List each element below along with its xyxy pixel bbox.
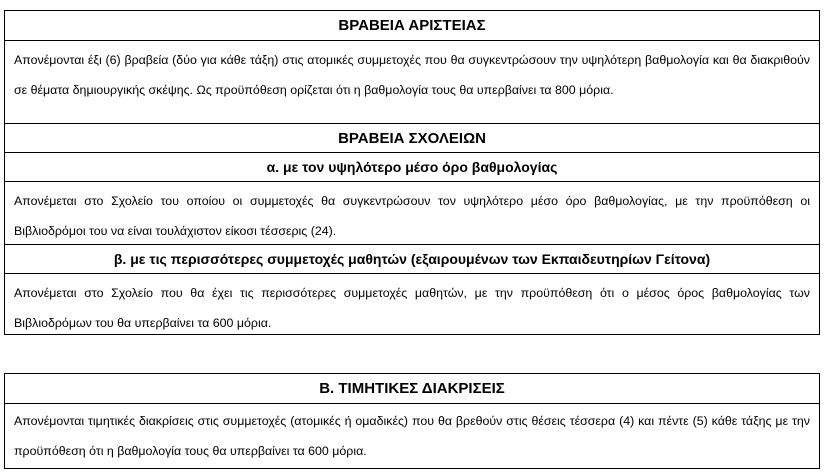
school-award-b-title: β. με τις περισσότερες συμμετοχές μαθητών (εξαιρουμένων των Εκπαιδευτηρίων Γείτονα) <box>5 245 819 274</box>
school-awards-title: ΒΡΑΒΕΙΑ ΣΧΟΛΕΙΩΝ <box>5 124 819 153</box>
honorary-distinctions-title: Β. ΤΙΜΗΤΙΚΕΣ ΔΙΑΚΡΙΣΕΙΣ <box>5 374 819 404</box>
school-awards-section <box>4 123 820 335</box>
honorary-distinctions-section <box>4 373 820 469</box>
honorary-distinctions-text: Απονέμονται τιμητικές διακρίσεις στις συμμετοχές (ατομικές ή ομαδικές) που θα βρεθούν στις θέσεις τέσσερα (4) και πέντε (5) κάθε τάξης με την προϋπόθεση ότι η βαθμολογία τους θα υπερβαίνει τα 600 μόρια. <box>14 414 810 458</box>
excellence-awards-section <box>4 10 820 124</box>
excellence-awards-title: ΒΡΑΒΕΙΑ ΑΡΙΣΤΕΙΑΣ <box>5 11 819 41</box>
excellence-awards-text: Απονέμονται έξι (6) βραβεία (δύο για κάθε τάξη) στις ατομικές συμμετοχές που θα συγκεντρώσουν την υψηλότερη βαθμολογία και θα διακριθούν σε θέματα δημιουργικής σκέψης. Ως προϋπόθεση ορίζεται ότι η βαθμολογία τους θα υπερβαίνει τα 800 μόρια. <box>14 53 810 97</box>
school-award-a-title: α. με τον υψηλότερο μέσο όρο βαθμολογίας <box>5 153 819 182</box>
school-award-b-text: Απονέμεται στο Σχολείο που θα έχει τις περισσότερες συμμετοχές μαθητών, με την προϋπόθεση ότι ο μέσος όρος βαθμολογίας των Βιβλιοδρόμων του θα υπερβαίνει τα 600 μόρια. <box>14 286 810 330</box>
school-award-a-text: Απονέμεται στο Σχολείο του οποίου οι συμμετοχές θα συγκεντρώσουν τον υψηλότερο μέσο όρο βαθμολογίας, με την προϋπόθεση οι Βιβλιοδρόμοι του να είναι τουλάχιστον είκοσι τέσσερις (24). <box>5 182 819 245</box>
